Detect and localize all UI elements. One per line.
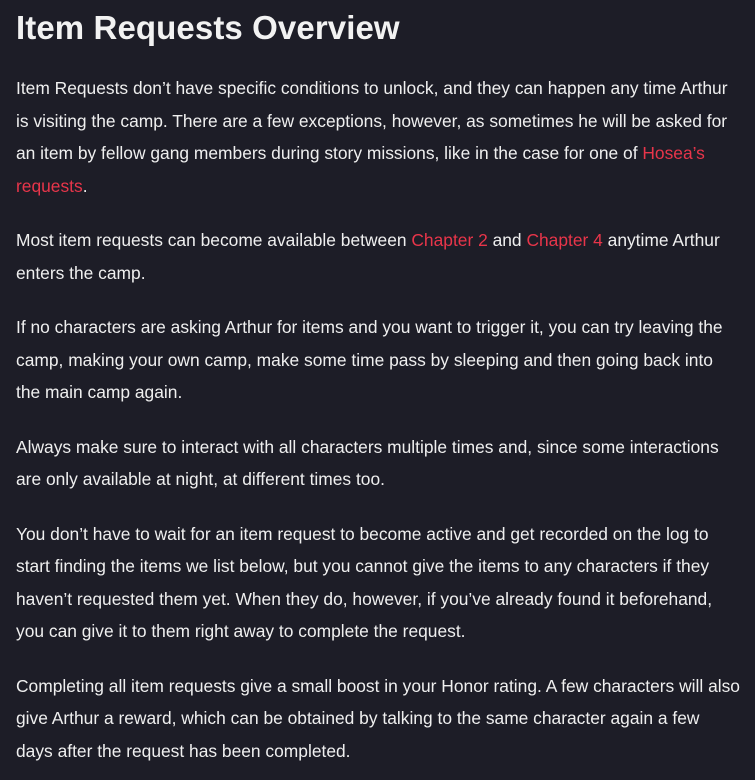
paragraph-text: anytime Arthur enters the camp. [16,230,720,283]
hosea-requests-link[interactable]: Hosea’s requests [16,143,705,196]
paragraph-unlock-conditions [16,72,741,202]
paragraph-trigger-tip: If no characters are asking Arthur for items and you want to trigger it, you can try leaving the camp, making your own camp, make some time pass by sleeping and then going back into the main camp again. [16,317,723,402]
paragraph-early-finding: You don’t have to wait for an item request to become active and get recorded on the log to start finding the items we list below, but you cannot give the items to any characters if they haven’t requested them yet. When they do, however, if you’ve already found it beforehand, you can give it to them right away to complete the request. [16,523,713,641]
chapter-2-link[interactable]: Chapter 2 [411,230,488,250]
paragraph-text: . [82,175,88,196]
paragraph-rewards: Completing all item requests give a small boost in your Honor rating. A few characters will also give Arthur a reward, which can be obtained by talking to the same character again a few days after the request has been completed. [16,675,740,761]
chapter-4-link[interactable]: Chapter 4 [526,230,603,250]
paragraph-text: and [487,230,527,250]
page-title: Item Requests Overview [16,9,400,46]
paragraph-text: Most item requests can become available between [16,230,412,250]
paragraph-interact-tip: Always make sure to interact with all characters multiple times and, since some interactions are only available at night, at different times too. [16,436,719,489]
paragraph-availability [16,224,741,289]
paragraph-text: Item Requests don’t have specific conditions to unlock, and they can happen any time Arthur is visiting the camp. There are a few exceptions, however, as sometimes he will be asked for an item by fellow gang members during story missions, like in the case for one of [16,78,728,163]
